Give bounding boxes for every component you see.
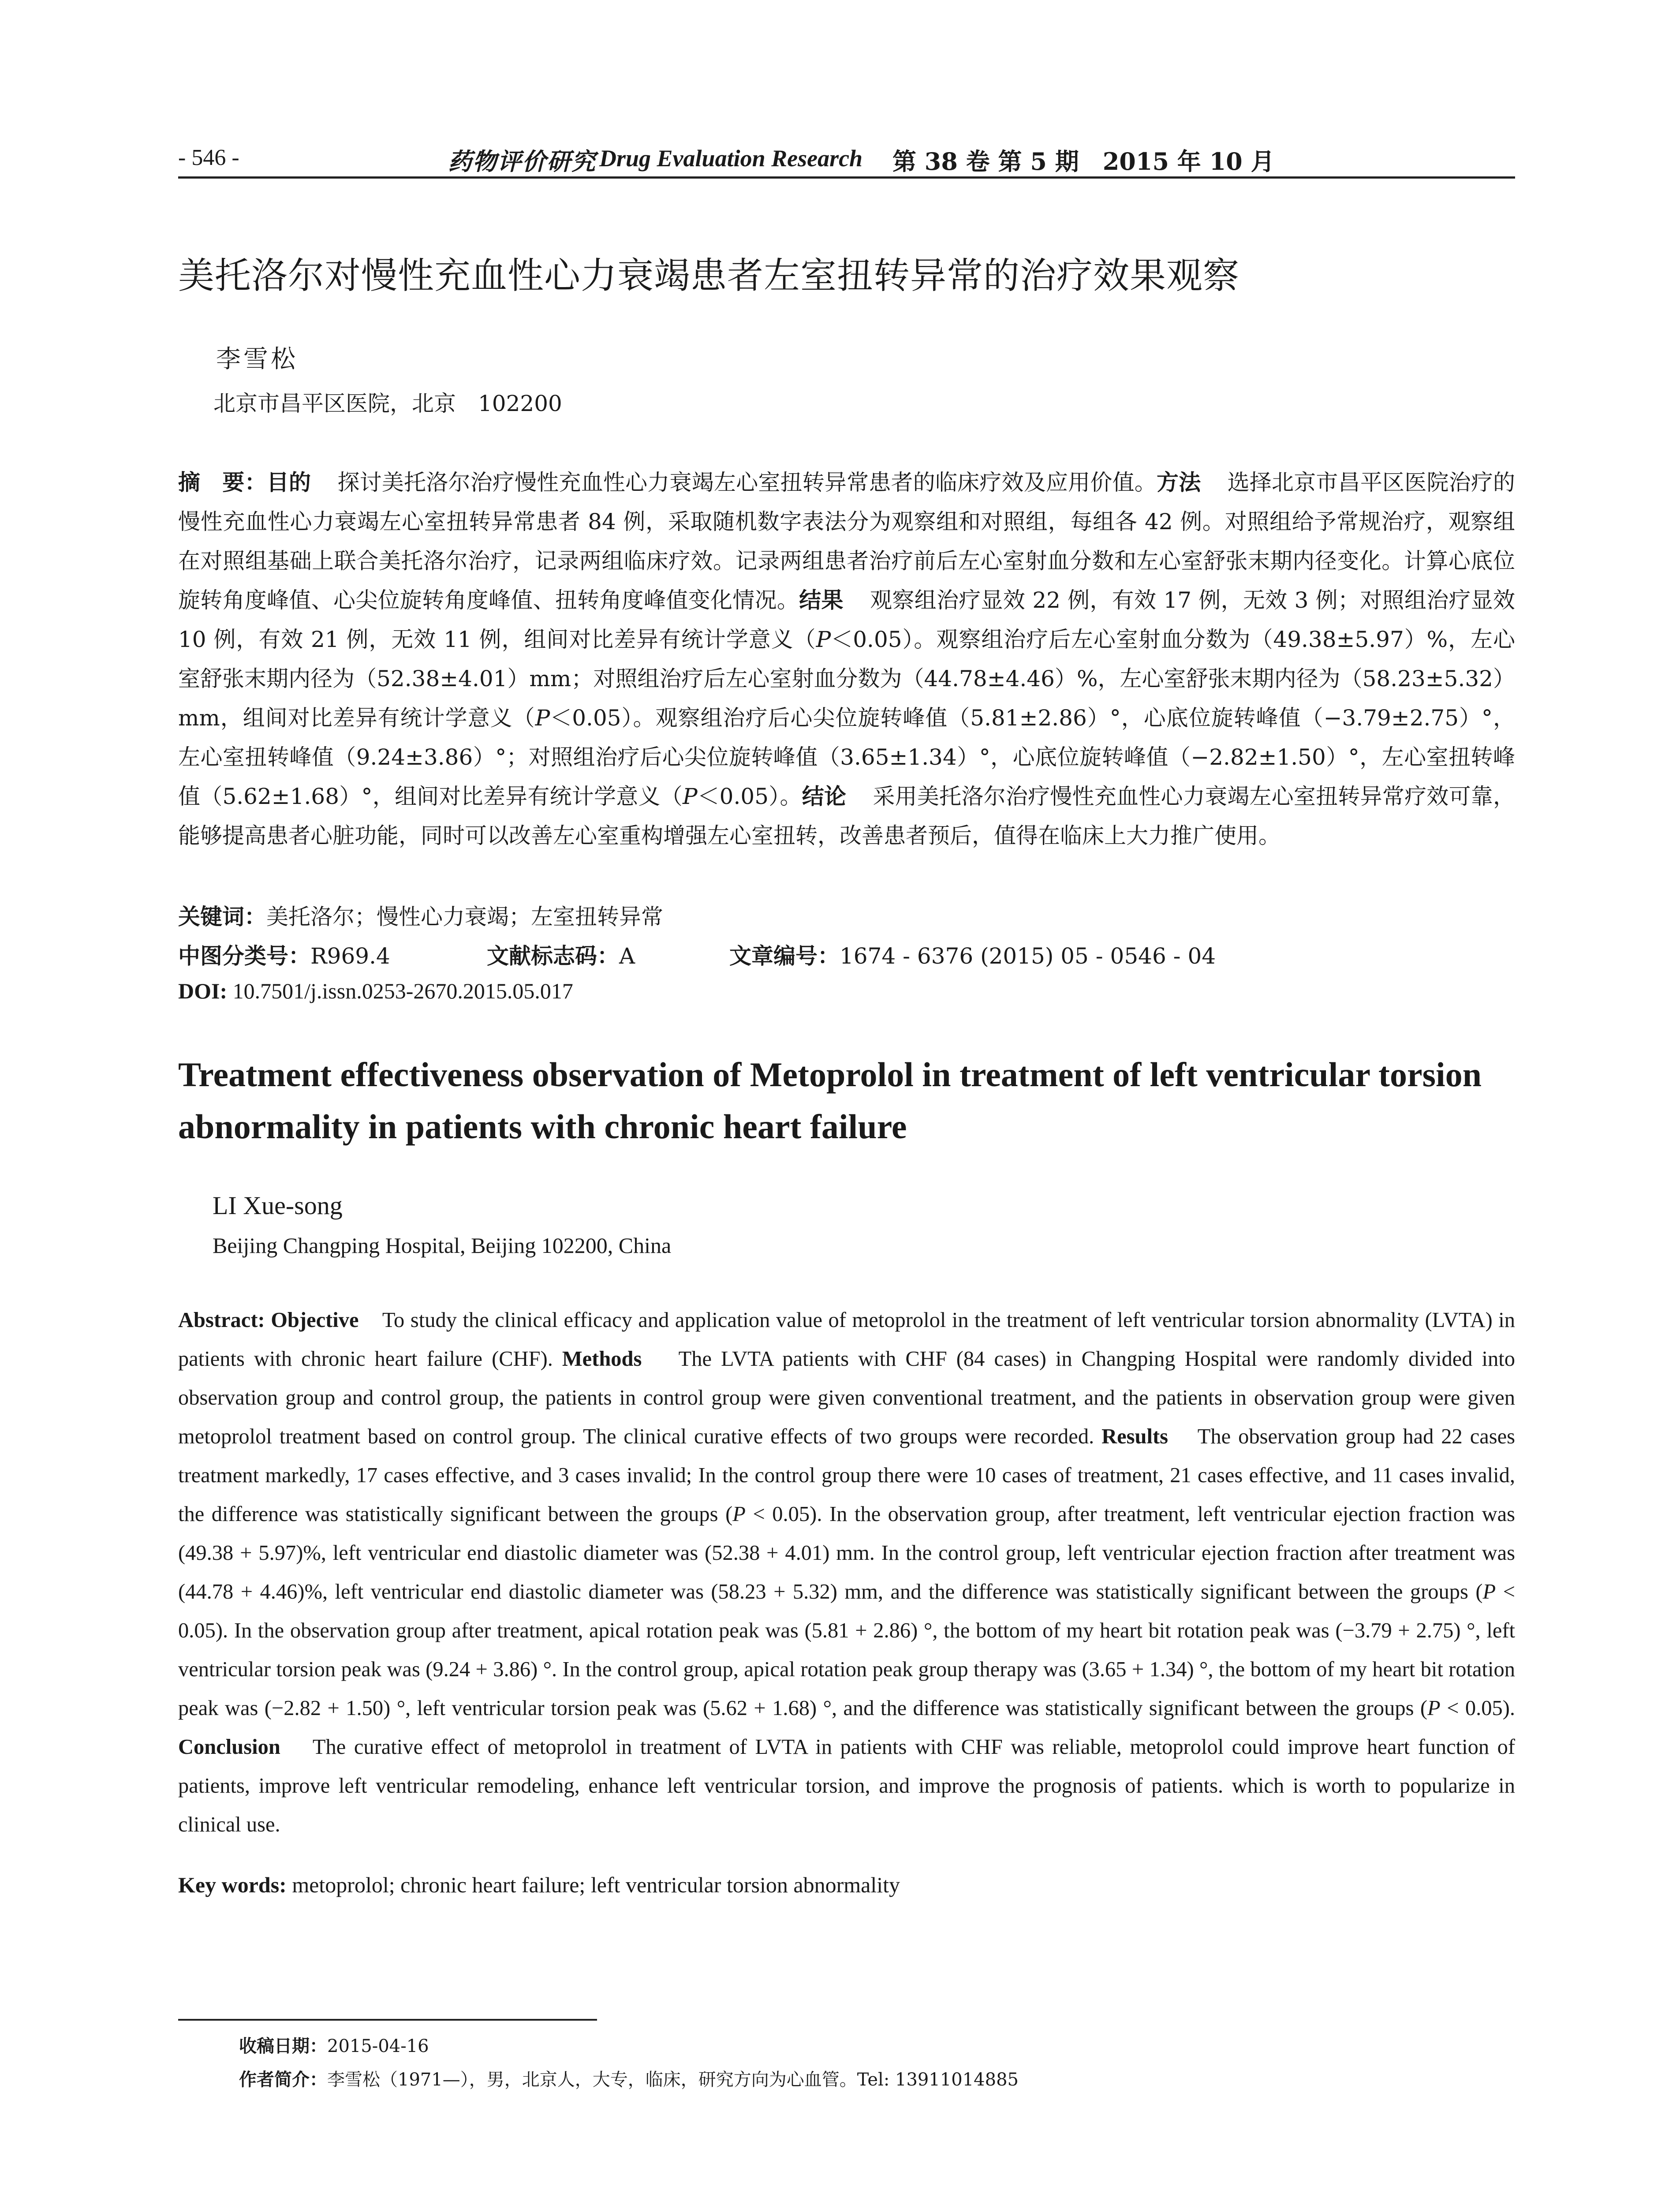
affiliation-en: Beijing Changping Hospital, Beijing 102200, China [213, 1233, 672, 1258]
p-symbol: P [732, 1502, 746, 1526]
methods-label-en: Methods [562, 1347, 642, 1371]
results-text-en-3: < 0.05). In the observation group after treatment, apical rotation peak was (5.81 + 2.86) °, the bottom of my heart bit rotation peak was (−3.79 + 2.75) °, left ventricular torsion peak was (9.24 + 3.86) °. In the control group, apical rotation peak group therapy was (3.65 + 1.34) °, the bottom of my heart bit rotation peak was (−2.82 + 1.50) °, left ventricular torsion peak was (5.62 + 1.68) °, and the difference was statistically significant between the groups ( [178, 1580, 1515, 1720]
conclusion-text-cn: 采用美托洛尔治疗慢性充血性心力衰竭左心室扭转异常疗效可靠，能够提高患者心脏功能，同时可以改善左心室重构增强左心室扭转，改善患者预后，值得在临床上大力推广使用。 [178, 784, 1516, 848]
bio-value: 李雪松（1971—），男，北京人，大专，临床，研究方向为心血管。Tel: 13911014885 [327, 2070, 1019, 2090]
objective-label-cn: 目的 [266, 470, 311, 495]
p-symbol: P [1427, 1697, 1441, 1720]
results-text-cn-4: ＜0.05）。 [697, 784, 802, 809]
bio-label: 作者简介： [239, 2070, 327, 2090]
doi-value: 10.7501/j.issn.0253-2670.2015.05.017 [232, 979, 573, 1003]
received-value: 2015-04-16 [327, 2036, 429, 2056]
article-title-en: Treatment effectiveness observation of Metoprolol in treatment of left ventricular torsion abnormality in patients with chronic heart failure [178, 1055, 1482, 1146]
objective-label-en: Objective [271, 1308, 359, 1332]
results-text-en-1: The observation group had 22 cases treatment markedly, 17 cases effective, and 3 cases invalid; In the control group there were 10 cases of treatment, 21 cases effective, and 11 cases invalid, the difference was statistically significant between the groups ( [178, 1425, 1516, 1526]
doc-code-label: 文献标志码： [487, 943, 619, 969]
keywords-label-en: Key words: [178, 1872, 287, 1897]
conclusion-text-en: The curative effect of metoprolol in treatment of LVTA in patients with CHF was reliable, metoprolol could improve heart function of patients, improve left ventricular remodeling, enhance left ventricular torsion, and improve the prognosis of patients. which is worth to popularize in clinical use. [178, 1735, 1516, 1836]
results-text-cn-3: ＜0.05）。观察组治疗后心尖位旋转峰值（5.81±2.86）°，心底位旋转峰值（−3.79±2.75）°，左心室扭转峰值（9.24±3.86）°；对照组治疗后心尖位旋转峰值（3.65±1.34）°，心底位旋转峰值（−2.82±1.50）°，左心室扭转峰值（5.62±1.68）°，组间对比差异有统计学意义（ [178, 705, 1516, 809]
objective-text-cn: 探讨美托洛尔治疗慢性充血性心力衰竭左心室扭转异常患者的临床疗效及应用价值。 [337, 470, 1157, 495]
results-text-cn-1: 观察组治疗显效 22 例，有效 17 例，无效 3 例；对照组治疗显效 10 例，有效 21 例，无效 11 例，组间对比差异有统计学意义（ [178, 587, 1516, 652]
abstract-en [178, 1301, 1515, 1844]
conclusion-label-cn: 结论 [802, 784, 847, 809]
journal-logo-cn: 药物评价研究 [448, 147, 596, 176]
author-name-cn: 李雪松 [216, 345, 298, 374]
abstract-label-en: Abstract: [178, 1308, 265, 1332]
clc-value: R969.4 [310, 943, 390, 969]
article-no-label: 文章编号： [729, 943, 840, 969]
keywords-en [178, 1872, 900, 1898]
issue-info: 第 38 卷 第 5 期 2015 年 10 月 [892, 147, 1275, 176]
p-symbol: P [535, 705, 550, 731]
results-label-en: Results [1101, 1425, 1169, 1448]
footnote-divider [178, 2019, 597, 2021]
results-label-cn: 结果 [799, 587, 844, 613]
page-number: - 546 - [178, 145, 239, 170]
clc-label: 中图分类号： [178, 943, 310, 969]
keywords-cn [178, 899, 663, 931]
p-symbol: P [816, 627, 831, 652]
methods-text-en: The LVTA patients with CHF (84 cases) in Changping Hospital were randomly divided into observation group and control group, the patients in control group were given conventional treatment, and the patients in observation group were given metoprolol treatment based on control group. The clinical curative effects of two groups were recorded. [178, 1347, 1515, 1448]
doi-line [178, 978, 573, 1004]
p-symbol: P [1482, 1580, 1496, 1603]
header-divider [178, 176, 1515, 179]
running-header [178, 140, 1515, 180]
abstract-label-cn: 摘 要： [178, 470, 267, 495]
p-symbol: P [683, 784, 698, 809]
keywords-text-en: metoprolol; chronic heart failure; left ventricular torsion abnormality [292, 1872, 900, 1897]
keywords-text-cn: 美托洛尔；慢性心力衰竭；左室扭转异常 [266, 904, 663, 930]
conclusion-label-en: Conclusion [178, 1735, 280, 1759]
keywords-label-cn: 关键词： [178, 904, 266, 930]
results-text-en-2: < 0.05). In the observation group, after treatment, left ventricular ejection fraction was (49.38 + 5.97)%, left ventricular end diastolic diameter was (52.38 + 4.01) mm. In the control group, left ventricular ejection fraction after treatment was (44.78 + 4.46)%, left ventricular end diastolic diameter was (58.23 + 5.32) mm, and the difference was statistically significant between the groups ( [178, 1502, 1515, 1603]
journal-name-en: Drug Evaluation Research [599, 145, 863, 172]
affiliation-cn: 北京市昌平区医院，北京 102200 [213, 391, 562, 416]
received-label: 收稿日期： [239, 2036, 327, 2056]
methods-label-cn: 方法 [1156, 470, 1201, 495]
received-date [239, 2032, 429, 2057]
author-bio [239, 2066, 1019, 2091]
methods-text-cn: 选择北京市昌平区医院治疗的慢性充血性心力衰竭左心室扭转异常患者 84 例，采取随机数字表法分为观察组和对照组，每组各 42 例。对照组给予常规治疗，观察组在对照组基础上联合美托洛尔治疗，记录两组临床疗效。记录两组患者治疗前后左心室射血分数和左心室舒张末期内径变化。计算心底位旋转角度峰值、心尖位旋转角度峰值、扭转角度峰值变化情况。 [178, 470, 1516, 613]
abstract-cn [178, 463, 1515, 856]
doc-code-value: A [619, 943, 635, 969]
results-text-en-4: < 0.05). [1440, 1697, 1515, 1720]
article-title-cn: 美托洛尔对慢性充血性心力衰竭患者左室扭转异常的治疗效果观察 [178, 255, 1240, 297]
author-name-en: LI Xue-song [213, 1191, 343, 1220]
objective-text-en: To study the clinical efficacy and application value of metoprolol in the treatment of left ventricular torsion abnormality (LVTA) in patients with chronic heart failure (CHF). [178, 1308, 1516, 1371]
results-text-cn-2: ＜0.05）。观察组治疗后左心室射血分数为（49.38±5.97）%，左心室舒张末期内径为（52.38±4.01）mm；对照组治疗后左心室射血分数为（44.78±4.46）%，左心室舒张末期内径为（58.23±5.32）mm，组间对比差异有统计学意义（ [178, 627, 1515, 731]
doi-label: DOI: [178, 979, 228, 1003]
article-no-value: 1674 - 6376 (2015) 05 - 0546 - 04 [840, 943, 1216, 969]
classification-line [178, 938, 1216, 970]
